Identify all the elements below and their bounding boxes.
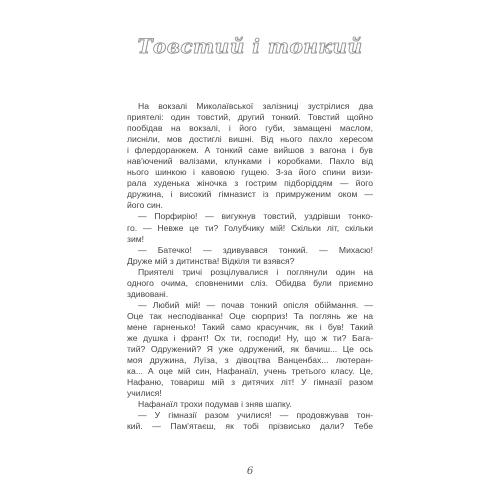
text-line: На вокзалі Миколаївської залізниці зустрілися два — [138, 101, 373, 111]
paragraph — [127, 267, 373, 300]
text-line: пообідав на вокзалі, і його губи, замащені маслом, — [127, 123, 373, 134]
text-line: Оце так несподіванка! Оце сюрприз! Та поглянь же на — [127, 310, 373, 321]
text-line: його син. — [127, 200, 163, 211]
text-line: — Любий мій! — почав тонкий опісля обіймання. — — [138, 299, 373, 310]
text-line: лисніли, мов достиглі вишні. Від нього пахло хересом — [127, 134, 373, 145]
text-line: приятелі: один товстий, другий тонкий. Товстий щойно — [127, 112, 373, 123]
text-line: нав'ючений валізами, клунками і коробками. Пахло від — [127, 156, 373, 167]
text-line: го. — Невже це ти? Голубчику мій! Скільки літ, скільки — [127, 222, 373, 233]
text-line: Нафанаїл трохи подумав і зняв шапку. — [138, 399, 292, 410]
page-title: Товстий і тонкий — [137, 34, 363, 58]
text-line: — Порфирію! — вигукнув товстий, уздрівши тонко- — [138, 211, 373, 222]
text-line: мене гарненько! Такий само красунчик, як і був! Такий — [127, 321, 373, 332]
text-line: зим! — [127, 233, 145, 244]
story-text — [127, 101, 373, 432]
text-line: здивовані. — [127, 288, 169, 299]
text-line: Друже мій з дитинства! Відкіля ти взявся? — [127, 255, 295, 266]
text-line: — Батечко! — здивувався тонкий. — Михасю! — [138, 244, 373, 255]
text-line: нього шинкою і кавовою гущею. З-за його спини визи- — [127, 167, 373, 178]
text-line: моя дружина, Луїза, з дівоцтва Ванценбах... лютеран- — [127, 355, 373, 366]
paragraph — [127, 399, 373, 410]
page-number: 6 — [246, 466, 254, 477]
text-line: рала худенька жіночка з гострим підборіддям — його — [127, 178, 373, 189]
paragraph — [127, 410, 373, 432]
text-line: одного очима, сповненими сліз. Обидва були приємно — [127, 277, 373, 288]
text-line: тий? Одружений? Я уже одружений, як бачиш... Це ось — [127, 344, 373, 355]
paragraph — [127, 245, 373, 267]
text-line: — У гімназії разом училися! — продовжував тон- — [138, 410, 373, 421]
text-line: же душка і франт! Ох ти, господи! Ну, що ж ти? Бага- — [127, 332, 373, 343]
text-line: Приятелі тричі розцілувалися і поглянули один на — [138, 266, 373, 277]
paragraph — [127, 300, 373, 399]
text-line: і флердоранжем. А тонкий саме вийшов з вагона і був — [127, 145, 373, 156]
text-line: кий. — Пам'ятаєш, як тобі прізвисько дали? Тебе — [127, 421, 373, 432]
paragraph — [127, 101, 373, 211]
text-line: ка... А оце мій син, Нафанаїл, учень третього класу. Це, — [127, 366, 373, 377]
paragraph — [127, 211, 373, 244]
text-line: училися! — [127, 388, 162, 399]
text-line: дружина, і високий гімназист із примруженим оком — — [127, 189, 373, 200]
text-line: Нафаню, товариш мій з дитячих літ! У гімназії разом — [127, 377, 373, 388]
